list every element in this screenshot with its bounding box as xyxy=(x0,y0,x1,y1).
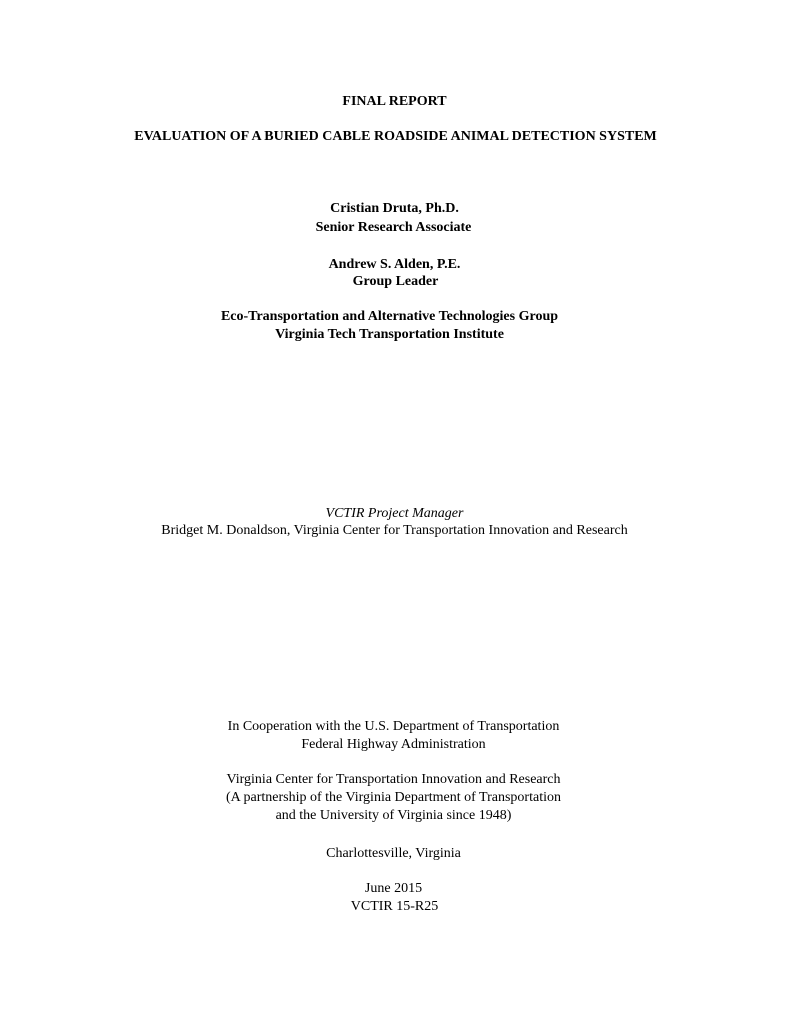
vctir-line: (A partnership of the Virginia Department of Transportation xyxy=(226,790,561,805)
project-manager-name: Bridget M. Donaldson, Virginia Center for Transportation Innovation and Research xyxy=(161,523,628,538)
cooperation-line: In Cooperation with the U.S. Department of Transportation xyxy=(227,719,560,734)
location: Charlottesville, Virginia xyxy=(326,846,461,861)
project-manager-label: VCTIR Project Manager xyxy=(325,506,464,521)
vctir-line: Virginia Center for Transportation Innovation and Research xyxy=(226,772,561,787)
report-date: June 2015 xyxy=(364,881,423,896)
author-role: Senior Research Associate xyxy=(315,220,472,235)
author-role: Group Leader xyxy=(352,274,439,289)
cooperation-line: Federal Highway Administration xyxy=(301,737,486,752)
organization-group: Eco-Transportation and Alternative Technologies Group xyxy=(220,309,559,324)
report-number: VCTIR 15-R25 xyxy=(350,899,439,914)
vctir-line: and the University of Virginia since 1948) xyxy=(275,808,512,823)
report-type-label: FINAL REPORT xyxy=(342,94,447,109)
author-name: Andrew S. Alden, P.E. xyxy=(328,257,461,272)
organization-institute: Virginia Tech Transportation Institute xyxy=(275,327,504,342)
author-name: Cristian Druta, Ph.D. xyxy=(330,201,459,216)
report-title: EVALUATION OF A BURIED CABLE ROADSIDE ANIMAL DETECTION SYSTEM xyxy=(134,129,657,144)
